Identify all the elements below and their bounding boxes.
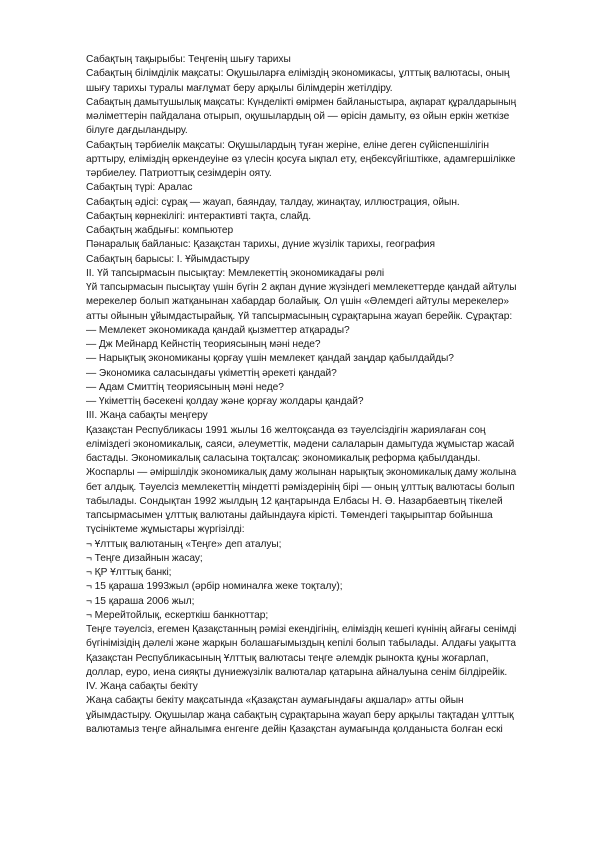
text-line: мерекелер болып жатқанынан хабардар болайық. Ол үшін «Әлемдегі айтулы мерекелер»	[86, 296, 509, 308]
text-line: Сабақтың жабдығы: компьютер	[86, 225, 234, 236]
text-line: валютамыз теңге айналымға енгенге дейін Қазақстан аумағында қолданыста болған ескі	[86, 723, 503, 735]
text-line: Сабақтың түрі: Аралас	[86, 182, 193, 194]
text-line: Сабақтың тақырыбы: Теңгенің шығу тарихы	[86, 54, 291, 65]
text-line: Пәнаралық байланыс: Қазақстан тарихы, дүние жүзілік тарихы, география	[86, 239, 435, 251]
text-line: Сабақтың тәрбиелік мақсаты: Оқушылардың туған жеріне, еліне деген сүйіспеншілігін	[86, 139, 489, 151]
text-line: ұйымдастыру. Оқушылар жаңа сабақтың сұрақтарына жауап беру арқылы тақтадан ұлттық	[86, 709, 514, 721]
text-line: табылады. Сондықтан 1992 жылдың 12 қаңтарында Елбасы Н. Ә. Назарбаевтың тікелей	[86, 495, 503, 507]
text-line: еліміздегі экономикалық, саяси, әлеуметтік, мәдени салаларын дамытуда жұмыстар жасай	[86, 438, 515, 450]
text-line: ¬ Мерейтойлық, ескерткіш банкноттар;	[86, 609, 269, 621]
text-line: Үй тапсырмасын пысықтау үшін бүгін 2 ақпан дүние жүзіндегі мемлекеттерде қандай айтулы	[86, 282, 517, 293]
text-line: II. Үй тапсырмасын пысықтау: Мемлекеттің экономикадағы рөлі	[86, 267, 385, 279]
text-line: Теңге тәуелсіз, егемен Қазақстанның рәмізі екендігінің, еліміздің кешегі күнінің айғағы сенімді	[86, 624, 517, 635]
text-line: — Экономика саласындағы үкіметтің әрекеті қандай?	[86, 367, 337, 379]
text-line: — Мемлекет экономикада қандай қызметтер атқарады?	[86, 324, 350, 336]
text-line: бүгінімізідің дәлелі және жарқын болашағымыздың кепілі болып табылады. Алдағы уақытта	[86, 638, 516, 650]
text-line: тапсырмасымен ұлттық валютаны дайындауға кірісті. Төмендегі тақырыптар бойынша	[86, 510, 493, 521]
text-line: Қазақстан Республикасы 1991 жылы 16 желтоқсанда өз тәуелсіздігін жариялаған соң	[86, 424, 486, 436]
text-line: Жаңа сабақты бекіту мақсатында «Қазақстан аумағындағы ақшалар» атты ойын	[86, 695, 464, 707]
text-line: ¬ 15 қараша 2006 жыл;	[86, 595, 195, 607]
text-line: Қазақстан Республикасының Ұлттық валютасы теңге әлемдік рынокта құны жоғарлап,	[86, 652, 489, 664]
text-line: — Адам Смиттің теориясының мәні неде?	[86, 381, 284, 393]
text-line: шығу тарихы туралы мағлұмат беру арқылы білімдерін жетілдіру.	[86, 82, 393, 94]
text-line: — Нарықтық экономиканы қорғау үшін мемлекет қандай заңдар қабылдайды?	[86, 353, 454, 365]
text-line: Сабақтың әдісі: сұрақ — жауап, баяндау, талдау, жинақтау, иллюстрация, ойын.	[86, 196, 460, 208]
text-line: атты ойынын ұйымдастырайық. Үй тапсырмасының сұрақтарына жауап берейік. Сұрақтар:	[86, 310, 513, 322]
text-line: IV. Жаңа сабақты бекіту	[86, 681, 198, 692]
document-page	[86, 53, 516, 737]
text-line: Сабақтың дамытушылық мақсаты: Күнделікті өмірмен байланыстыра, ақпарат құралдарының	[86, 96, 517, 108]
text-line: — Дж Мейнард Кейнстің теориясының мәні неде?	[86, 339, 321, 350]
text-line: бастады. Экономикалық саласына тоқталсақ: экономикалық реформа қабылданды.	[86, 453, 481, 464]
text-line: білуге дағдыландыру.	[86, 125, 188, 137]
text-line: ¬ Теңге дизайнын жасау;	[86, 552, 203, 564]
text-line: III. Жаңа сабақты меңгеру	[86, 410, 208, 422]
text-line: Сабақтың білімділік мақсаты: Оқушыларға еліміздің экономикасы, ұлттық валютасы, оның	[86, 68, 510, 80]
text-line: ¬ 15 қараша 1993жыл (әрбір номиналға жеке тоқталу);	[86, 581, 343, 593]
text-line: Сабақтың барысы: I. Ұйымдастыру	[86, 253, 250, 265]
text-line: мәліметтерін пайдалана отырып, оқушылардың ой — өрісін дамыту, өз ойын еркін жеткізе	[86, 111, 510, 122]
text-line: бет алдық. Тәуелсіз мемлекеттің міндетті рәміздерінің бірі — оның ұлттық валютасы болып	[86, 481, 515, 493]
text-line: Жоспарлы — әміршілдік экономикалық даму жолынан нарықтық экономикалық даму жолына	[86, 467, 517, 479]
text-line: ¬ ҚР Ұлттық банкі;	[86, 567, 172, 578]
text-line: түсініктеме жұмыстары жүргізілді:	[86, 524, 245, 536]
text-line: — Үкіметтің бәсекені қолдау және қорғау жолдары қандай?	[86, 396, 364, 407]
text-line: доллар, еуро, иена сияқты дүниежүзілік валюталар қатарына айналуына сенім білдірейік.	[86, 666, 508, 678]
text-line: арттыру, еліміздің өркендеуіне өз үлесін қосуға ықпал ету, еңбексүйгіштікке, адамгершілікке	[86, 153, 516, 165]
text-line: тәрбиелеу. Патриоттық сезімдерін ояту.	[86, 168, 272, 179]
text-line: Сабақтың көрнекілігі: интерактивті тақта, слайд.	[86, 210, 312, 222]
text-line: ¬ Ұлттық валютаның «Теңге» деп аталуы;	[86, 538, 282, 550]
